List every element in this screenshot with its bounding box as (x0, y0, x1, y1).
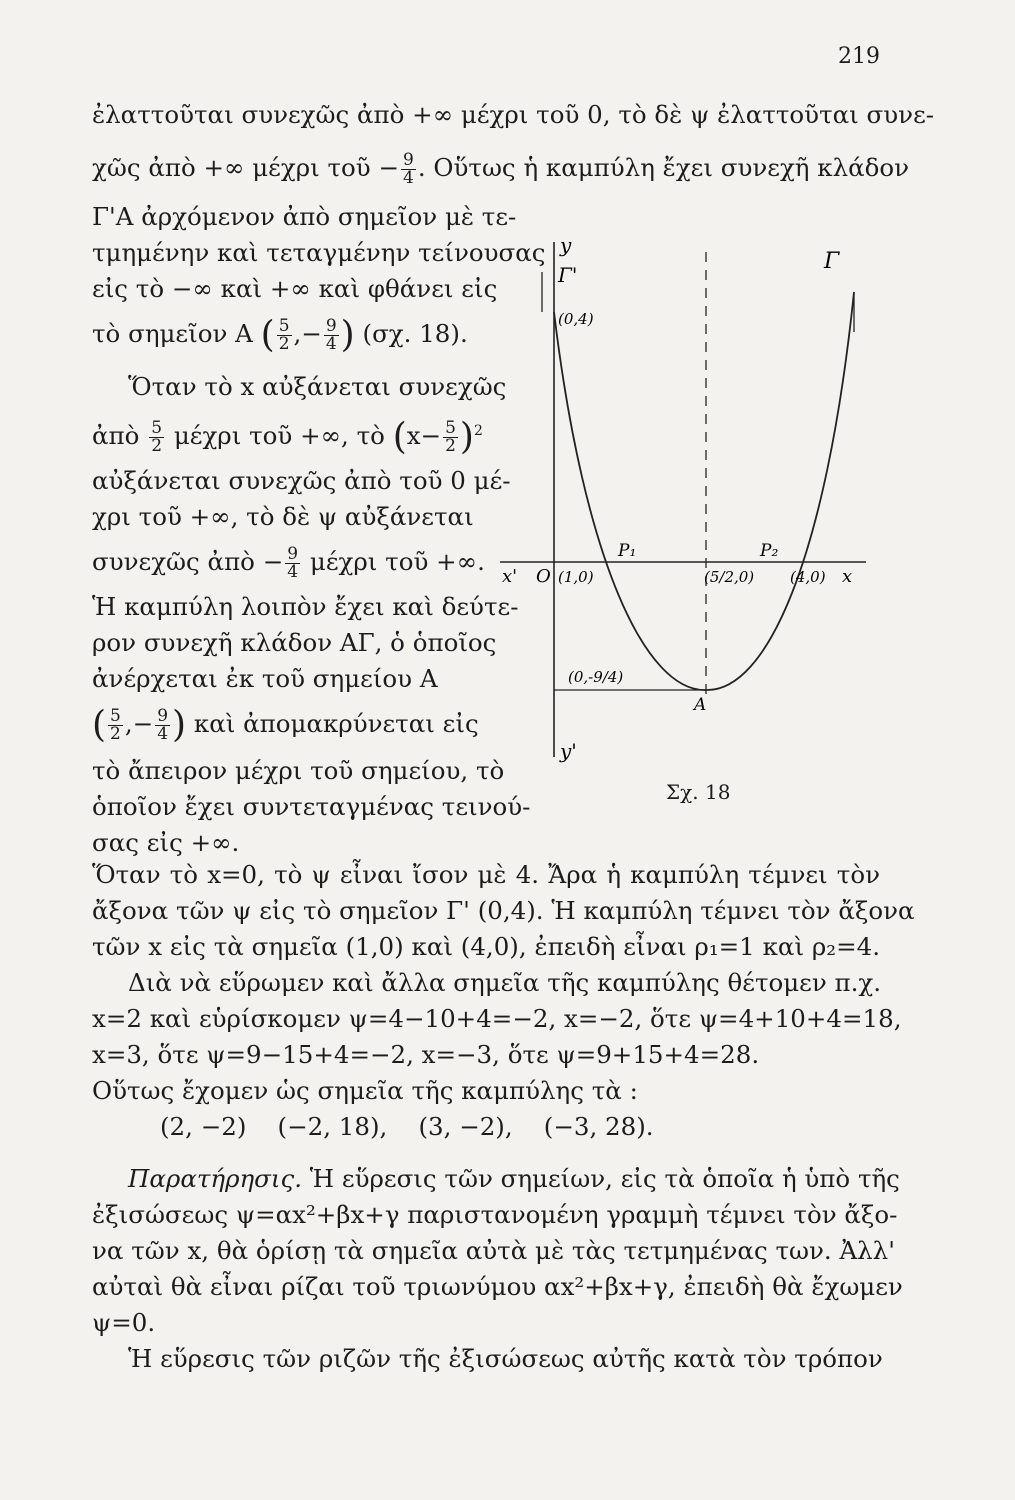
text-line: Ὅταν τὸ x=0, τὸ ψ εἶναι ἴσον μὲ 4. Ἄρα ἡ καμπύλη τέμνει τὸν (92, 860, 880, 889)
text-line: ἀπὸ $\frac{5}{2}$ μέχρι τοῦ +∞, τὸ (x− $\frac{5}{2}$ )$^2$ (92, 416, 483, 458)
text-line: ψ=0. (92, 1308, 156, 1337)
text-line (92, 150, 910, 188)
text-line: τῶν x εἰς τὰ σημεῖα (1,0) καὶ (4,0), ἐπειδὴ εἶναι ρ₁=1 καὶ ρ₂=4. (92, 932, 880, 961)
text-line: Παρατήρησις. Ἡ εὕρεσις τῶν σημείων, εἰς τὰ ὁποῖα ἡ ὑπὸ τῆς (128, 1164, 900, 1193)
text-line: Οὕτως ἔχομεν ὡς σημεῖα τῆς καμπύλης τὰ : (92, 1076, 638, 1105)
text-line: αὐξάνεται συνεχῶς ἀπὸ τοῦ 0 μέ- (92, 466, 511, 495)
text-line: ( $\frac{5}{2}$ ,− $\frac{9}{4}$ ) καὶ ἀπομακρύνεται εἰς (92, 704, 479, 746)
parabola-curve (554, 292, 854, 690)
text-line: Ἡ εὕρεσις τῶν ριζῶν τῆς ἐξισώσεως αὐτῆς κατὰ τὸν τρόπον (128, 1344, 883, 1373)
text-line: ὁποῖον ἔχει συντεταγμένας τεινού- (92, 792, 531, 821)
figure-caption: Σχ. 18 (666, 780, 731, 804)
text-line: x=2 καὶ εὑρίσκομεν ψ=4−10+4=−2, x=−2, ὅτε ψ=4+10+4=18, (92, 1004, 902, 1033)
gamma-prime-label: Γ' (558, 263, 578, 287)
text-line: ἐξισώσεως ψ=αx²+βx+γ παριστανομένη γραμμὴ τέμνει τὸν ἄξο- (92, 1200, 898, 1229)
text-line: τὸ σημεῖον Α ( $\frac{5}{2}$ ,− $\frac{9}{4}$ ) (σχ. 18). (92, 314, 468, 356)
vertex-label: A (694, 695, 707, 715)
text-line: ρον συνεχῆ κλάδον ΑΓ, ὁ ὁποῖος (92, 628, 497, 657)
fraction: $\frac{9}{4}$ (403, 150, 414, 188)
text-line: τμημένην καὶ τεταγμένην τείνουσας (92, 238, 546, 267)
point-label: (0,-9/4) (568, 668, 624, 686)
gamma-label: Γ (824, 249, 840, 274)
x-label: x (842, 566, 853, 587)
p2-label: P₂ (760, 541, 779, 561)
text-line: Γ'Α ἀρχόμενον ἀπὸ σημεῖον μὲ τε- (92, 202, 517, 231)
text-line: (2, −2) (−2, 18), (3, −2), (−3, 28). (160, 1112, 654, 1141)
point-label: (1,0) (558, 568, 594, 586)
text-line: να τῶν x, θὰ ὁρίσῃ τὰ σημεῖα αὐτὰ μὲ τὰς τετμημένας των. Ἀλλ' (92, 1236, 895, 1265)
text-line: ἐλαττοῦται συνεχῶς ἀπὸ +∞ μέχρι τοῦ 0, τὸ δὲ ψ ἐλαττοῦται συνε- (92, 100, 935, 129)
text-line: σας εἰς +∞. (92, 828, 240, 857)
y-label: y (560, 233, 572, 257)
point-label: (0,4) (558, 310, 594, 328)
text-line: ἀνέρχεται ἐκ τοῦ σημείου Α (92, 664, 438, 693)
origin-label: O (536, 566, 551, 587)
text-fragment: χῶς ἀπὸ +∞ μέχρι τοῦ − (92, 153, 400, 182)
text-line: αὐταὶ θὰ εἶναι ρίζαι τοῦ τριωνύμου αx²+βx+γ, ἐπειδὴ θὰ ἔχωμεν (92, 1272, 903, 1301)
text-line: x=3, ὅτε ψ=9−15+4=−2, x=−3, ὅτε ψ=9+15+4=28. (92, 1040, 760, 1069)
text-fragment: . Οὕτως ἡ καμπύλη ἔχει συνεχῆ κλάδον (417, 153, 910, 182)
text-line: εἰς τὸ −∞ καὶ +∞ καὶ φθάνει εἰς (92, 274, 498, 303)
y-prime-label: y' (560, 739, 577, 763)
x-prime-label: x' (502, 566, 518, 587)
page-number: 219 (838, 44, 880, 69)
remark-heading: Παρατήρησις. (128, 1164, 303, 1193)
text-line: τὸ ἄπειρον μέχρι τοῦ σημείου, τὸ (92, 756, 505, 785)
text-line: Διὰ νὰ εὕρωμεν καὶ ἄλλα σημεῖα τῆς καμπύλης θέτομεν π.χ. (128, 968, 882, 997)
p1-label: P₁ (618, 541, 637, 561)
text-line: συνεχῶς ἀπὸ − $\frac{9}{4}$ μέχρι τοῦ +∞. (92, 544, 485, 582)
point-label: (5/2,0) (704, 568, 755, 586)
text-line: χρι τοῦ +∞, τὸ δὲ ψ αὐξάνεται (92, 502, 474, 531)
text-line: Ἡ καμπύλη λοιπὸν ἔχει καὶ δεύτε- (92, 592, 519, 621)
text-line: ἄξονα τῶν ψ εἰς τὸ σημεῖον Γ' (0,4). Ἡ καμπύλη τέμνει τὸν ἄξονα (92, 896, 915, 925)
text-line: Ὅταν τὸ x αὐξάνεται συνεχῶς (128, 372, 507, 401)
point-label: (4,0) (790, 568, 826, 586)
parabola-figure (496, 232, 876, 802)
